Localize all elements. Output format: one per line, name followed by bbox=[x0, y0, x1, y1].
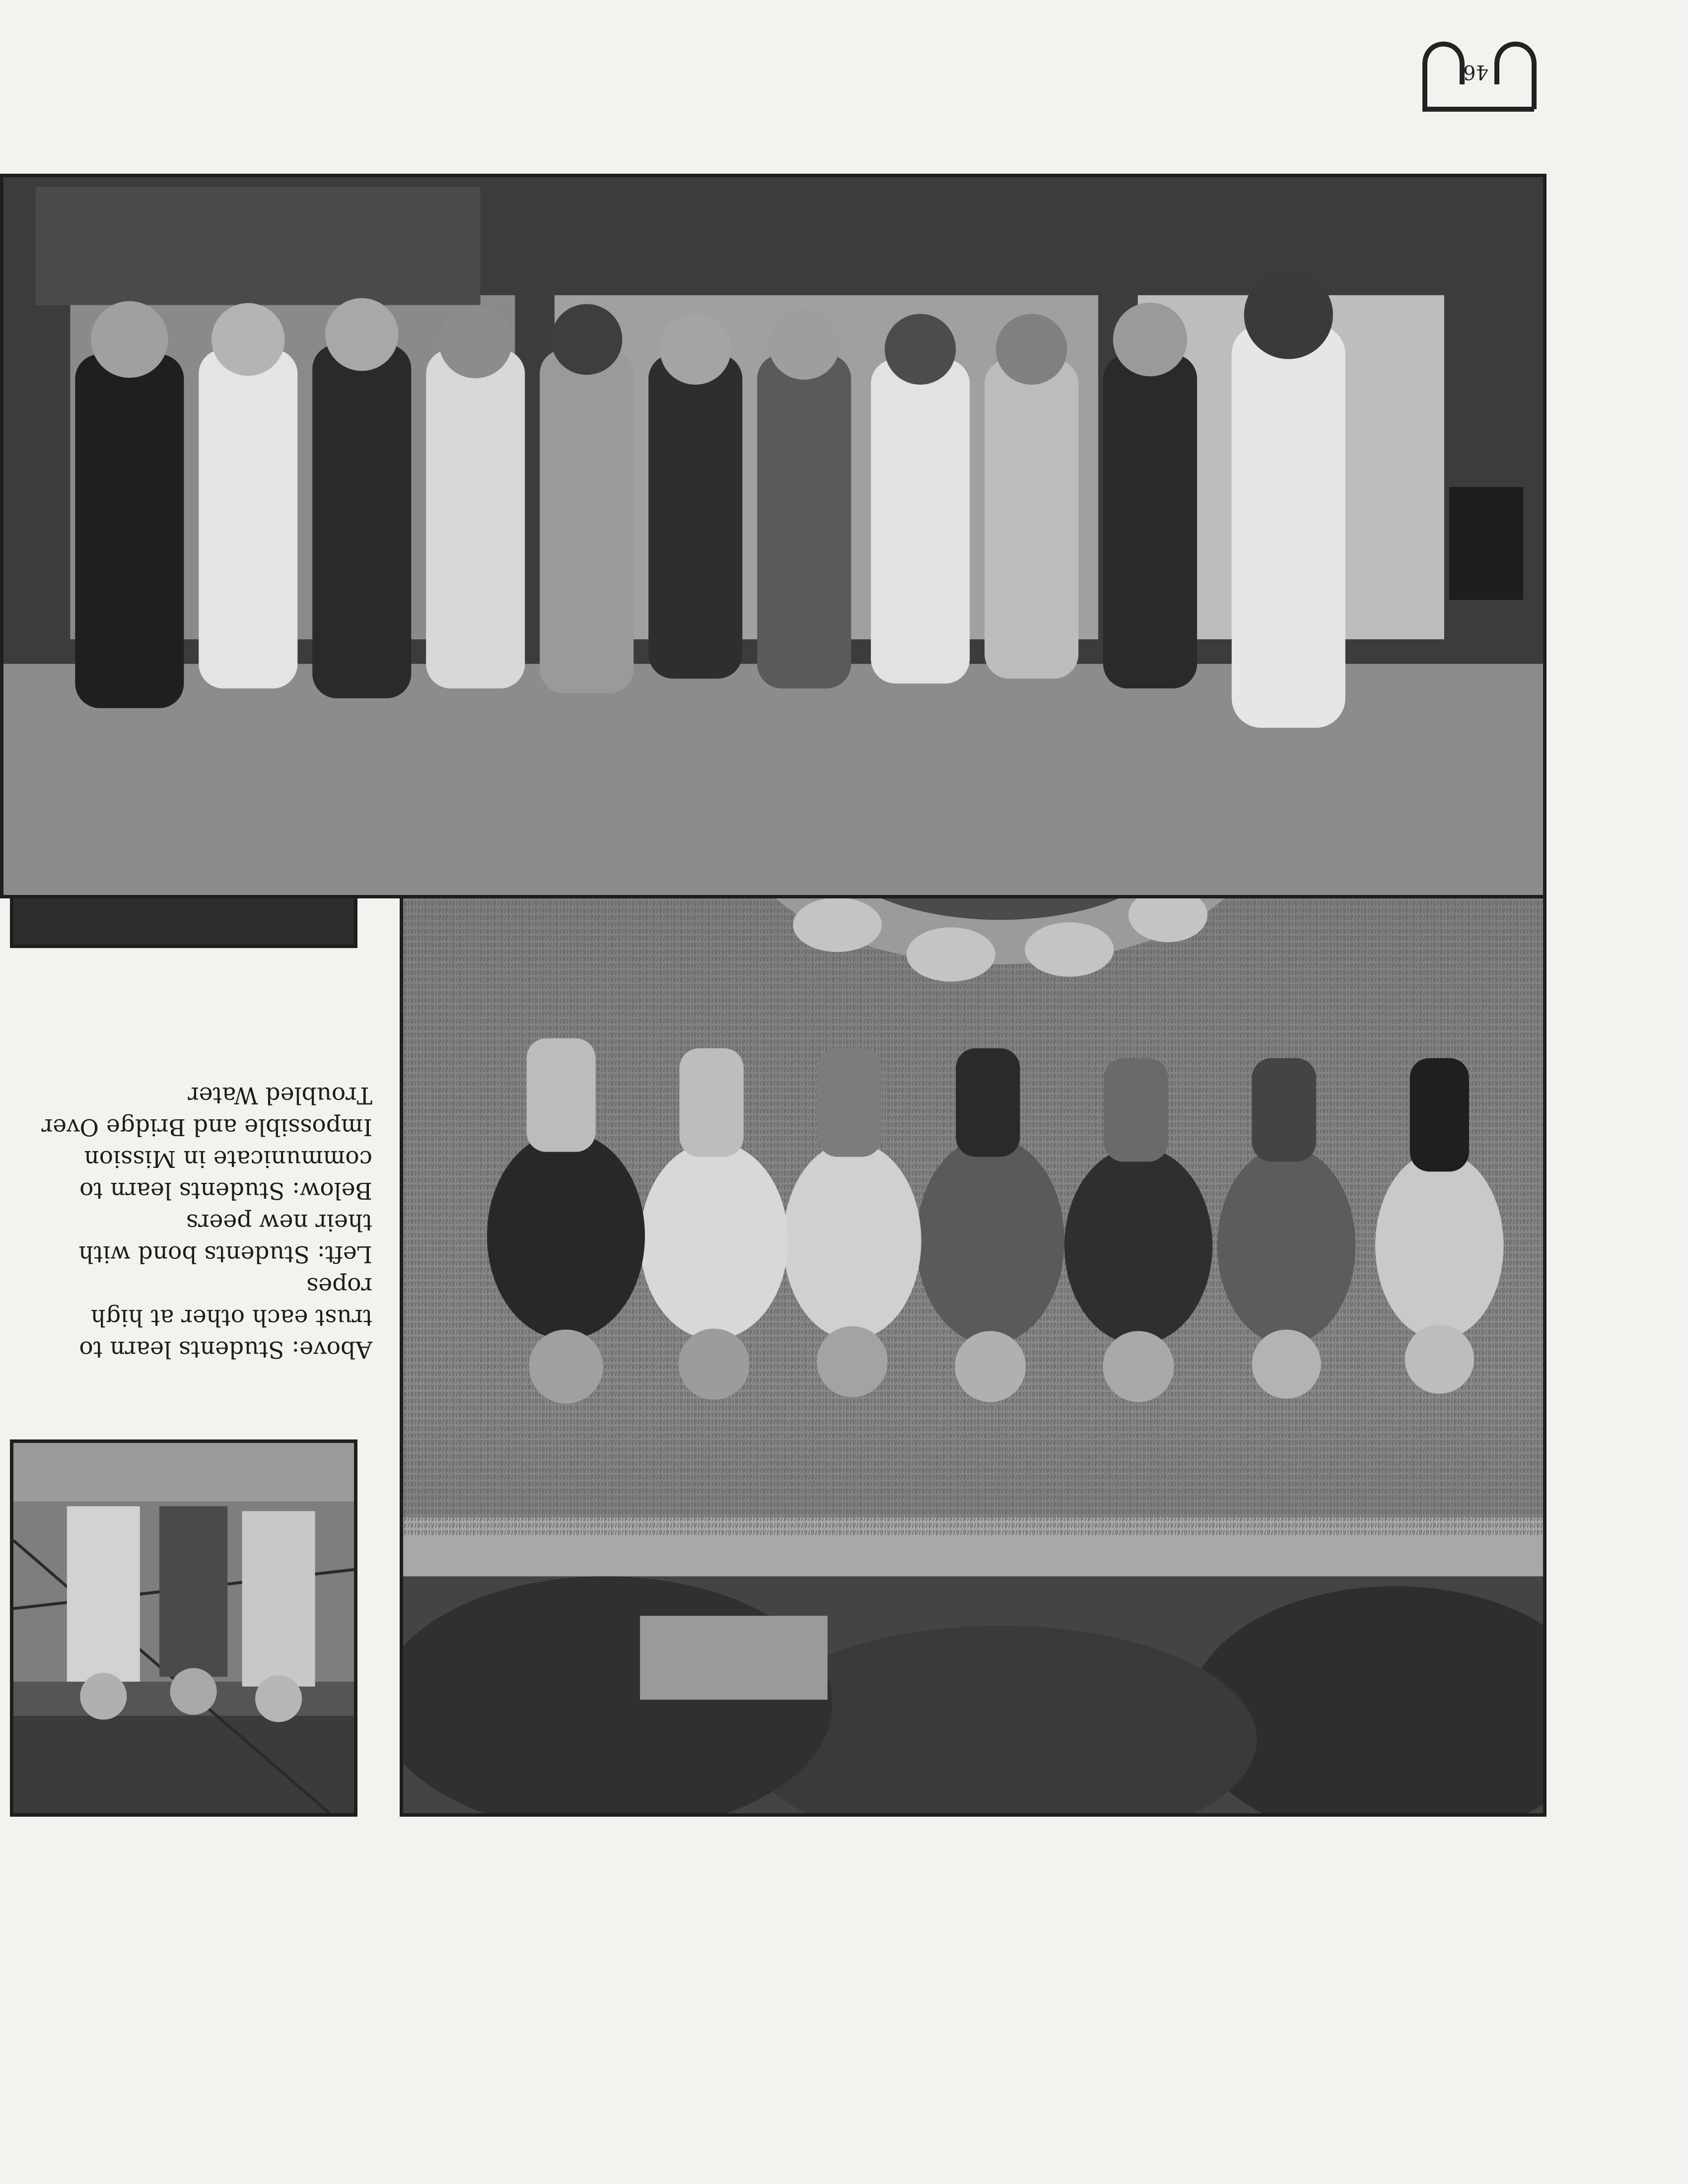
caption-below-line: Troubled Water bbox=[188, 1082, 372, 1109]
caption-block bbox=[15, 1079, 372, 1365]
caption-above-line: Above: Students learn to bbox=[79, 1336, 372, 1363]
high-ropes-photo bbox=[10, 1439, 357, 1817]
page-number: 46 bbox=[1463, 61, 1488, 83]
group-in-front-of-windows-photo bbox=[0, 174, 1547, 898]
caption-below-line: Impossible and Bridge Over bbox=[41, 1113, 372, 1141]
caption-below-line: communicate in Mission bbox=[84, 1145, 372, 1172]
caption-above-line: trust each other at high bbox=[90, 1304, 372, 1331]
caption-below-line: Below: Students learn to bbox=[79, 1177, 372, 1204]
caption-left-line: their new peers bbox=[186, 1209, 372, 1236]
caption-above-line: ropes bbox=[306, 1272, 372, 1299]
caption-left-line: Left: Students bond with bbox=[78, 1240, 372, 1268]
